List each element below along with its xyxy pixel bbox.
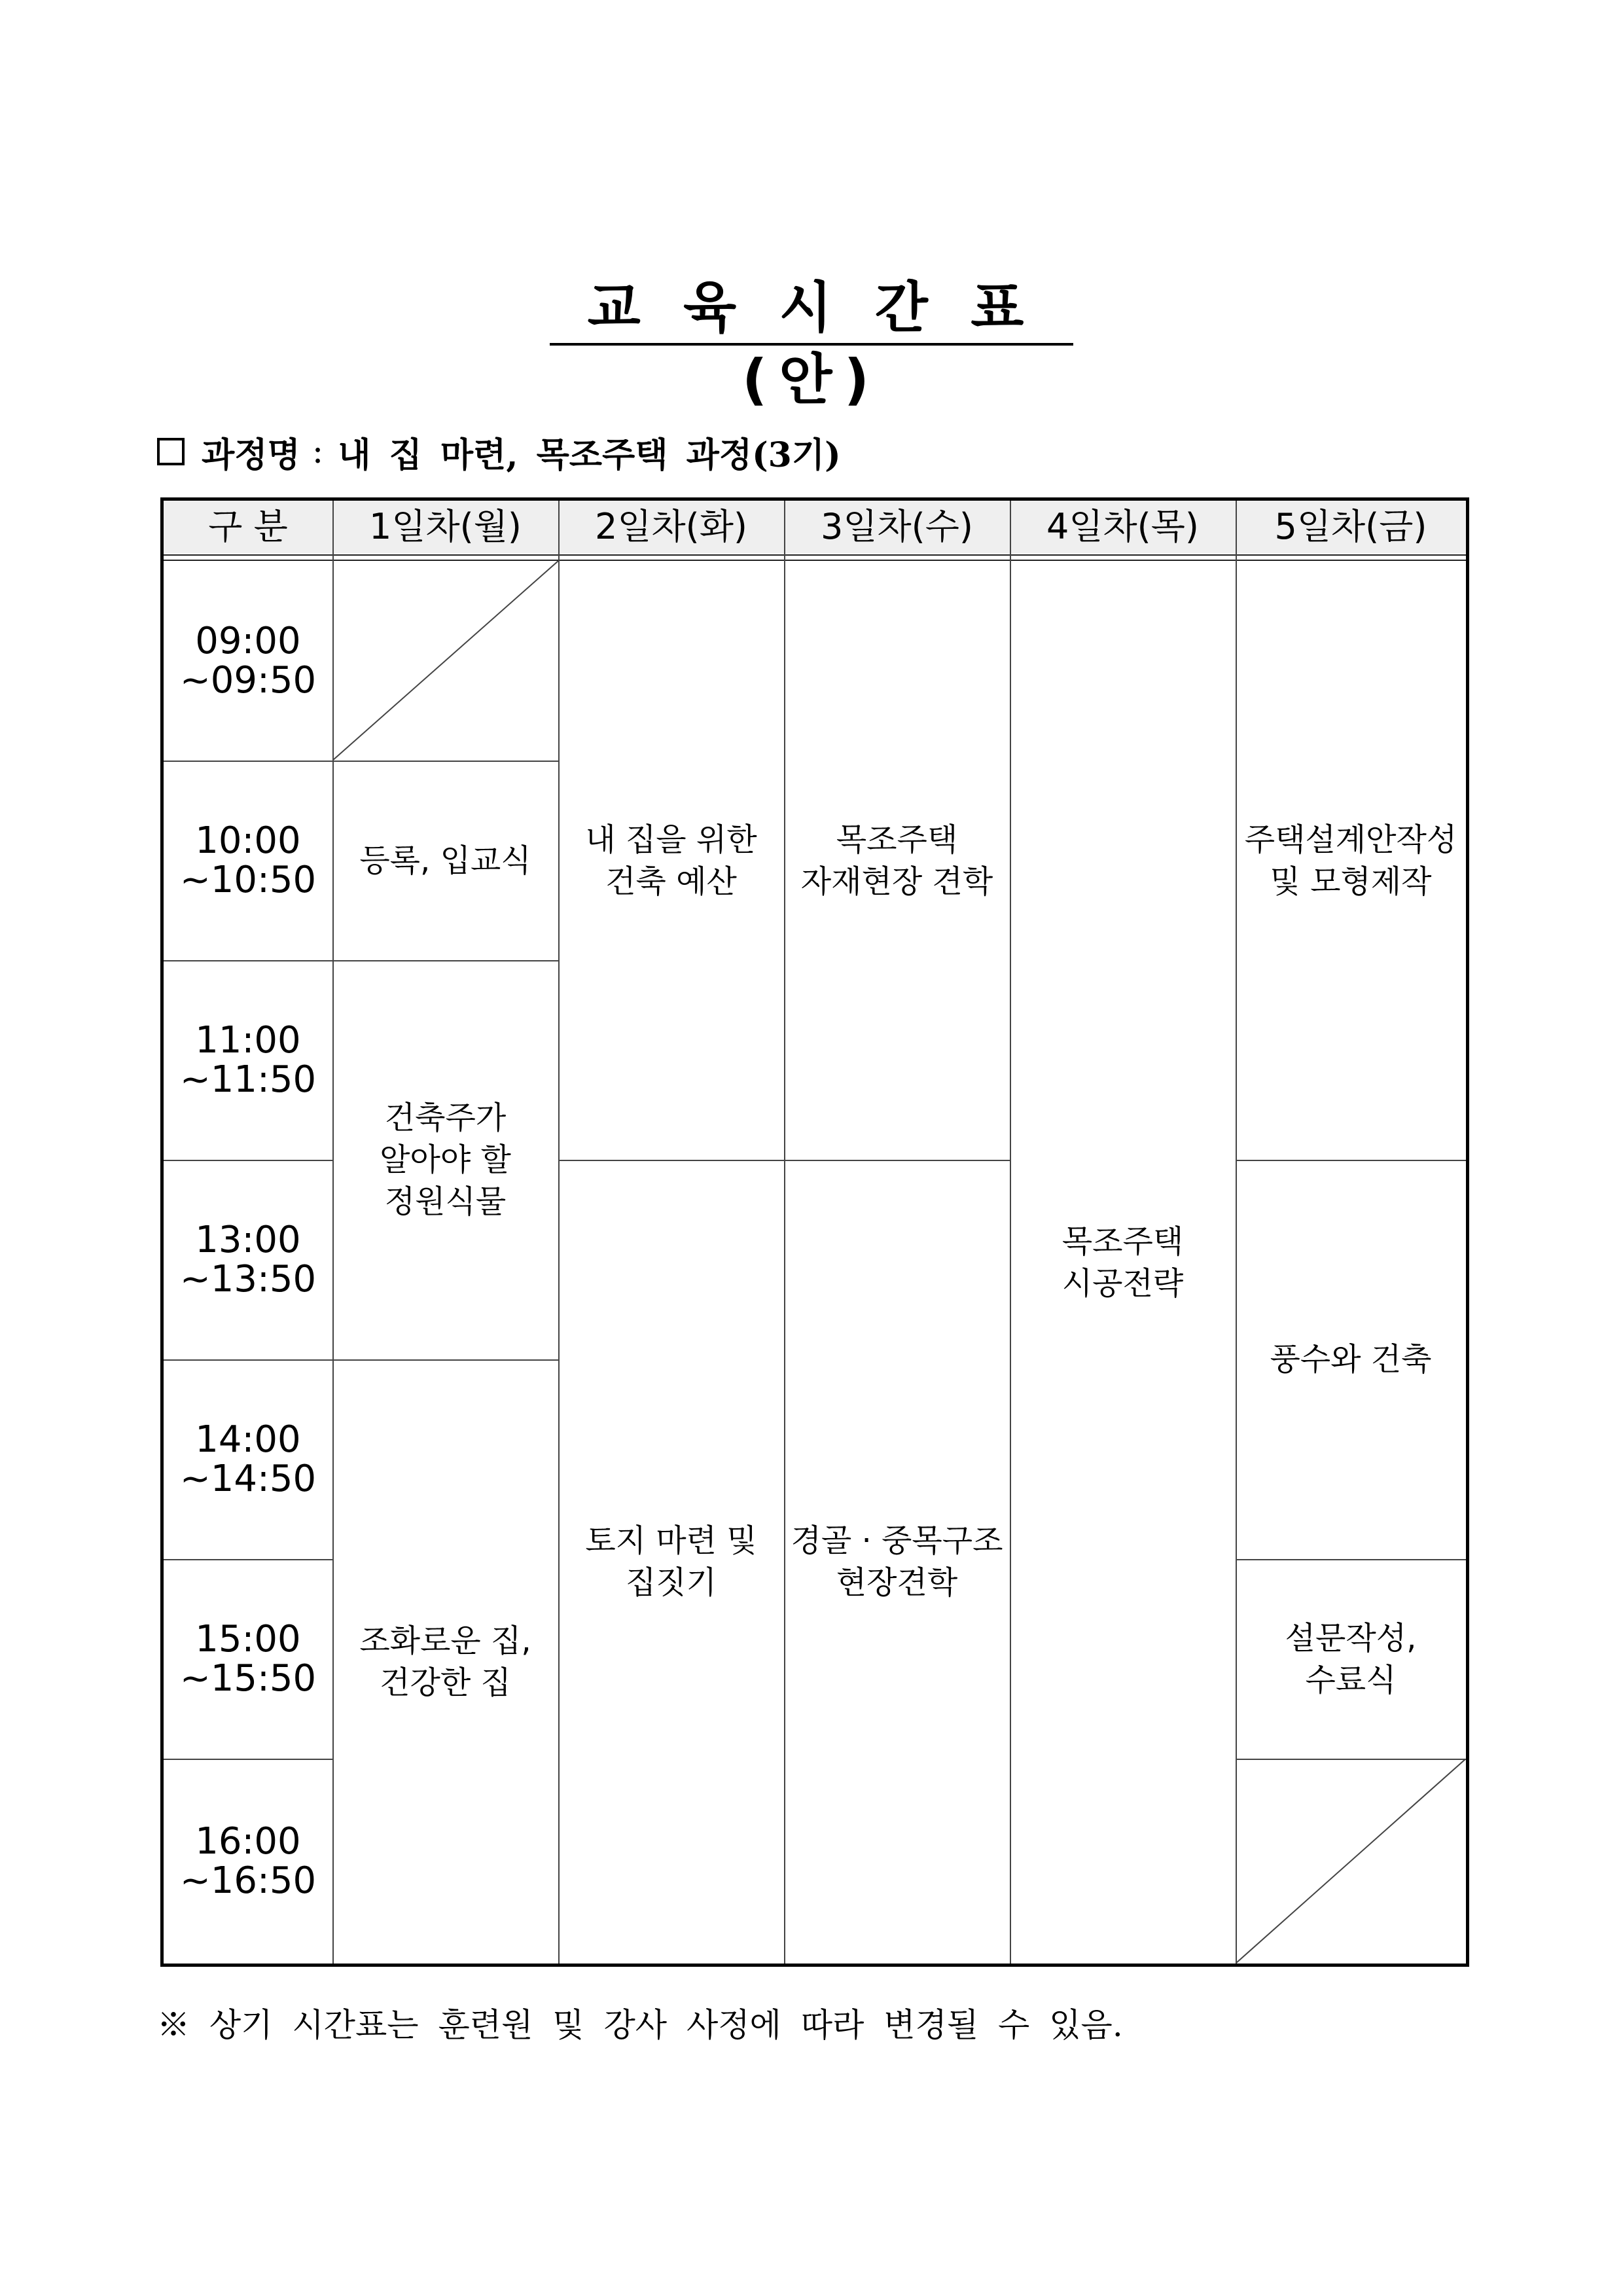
course-name: 내 집 마련, 목조주택 과정(3기) — [338, 435, 841, 475]
row-divider — [1236, 1759, 1466, 1760]
title-underline — [550, 343, 1073, 346]
header-category: 구 분 — [164, 501, 332, 553]
session-building-budget: 내 집을 위한 건축 예산 — [585, 821, 757, 900]
header-day5: 5일차(금) — [1236, 501, 1466, 553]
session-structure-site-tour: 경골 · 중목구조 현장견학 — [791, 1522, 1003, 1601]
course-line — [157, 425, 841, 478]
time-slot: 10:00 ~10:50 — [179, 819, 317, 901]
header-rule-top — [164, 554, 1466, 556]
time-slot: 13:00 ~13:50 — [179, 1218, 317, 1300]
session-materials-site-tour: 목조주택 자재현장 견학 — [800, 821, 993, 900]
checkbox-square-icon — [157, 438, 185, 465]
course-colon: : — [312, 432, 324, 471]
header-day1: 1일차(월) — [332, 501, 558, 553]
time-slot: 14:00 ~14:50 — [179, 1418, 317, 1500]
time-slot: 11:00 ~11:50 — [179, 1018, 317, 1101]
time-slot: 16:00 ~16:50 — [179, 1820, 317, 1902]
empty-slot-diagonal — [1236, 1759, 1466, 1964]
time-slot: 15:00 ~15:50 — [179, 1617, 317, 1700]
session-garden-plants: 건축주가 알아야 할 정원식물 — [380, 1100, 511, 1220]
footnote: ※ 상기 시간표는 훈련원 및 강사 사정에 따라 변경될 수 있음. — [157, 2006, 1123, 2044]
schedule-table — [160, 497, 1469, 1967]
session-house-design: 주택설계안작성 및 모형제작 — [1244, 821, 1457, 900]
course-label: 과정명 — [202, 435, 300, 475]
session-land-and-building: 토지 마련 및 집짓기 — [585, 1522, 757, 1601]
empty-slot-diagonal — [332, 561, 558, 761]
document-title: 교 육 시 간 표(안) — [587, 276, 1036, 412]
time-slot: 09:00 ~09:50 — [179, 619, 317, 702]
session-construction-strategy: 목조주택 시공전략 — [1061, 1223, 1184, 1302]
session-harmonious-house: 조화로운 집, 건강한 집 — [359, 1622, 531, 1701]
session-closing-ceremony: 설문작성, 수료식 — [1285, 1619, 1417, 1698]
header-day2: 2일차(화) — [558, 501, 784, 553]
header-day3: 3일차(수) — [784, 501, 1010, 553]
header-day4: 4일차(목) — [1010, 501, 1236, 553]
session-fengshui: 풍수와 건축 — [1270, 1341, 1432, 1378]
session-registration: 등록, 입교식 — [359, 842, 531, 879]
